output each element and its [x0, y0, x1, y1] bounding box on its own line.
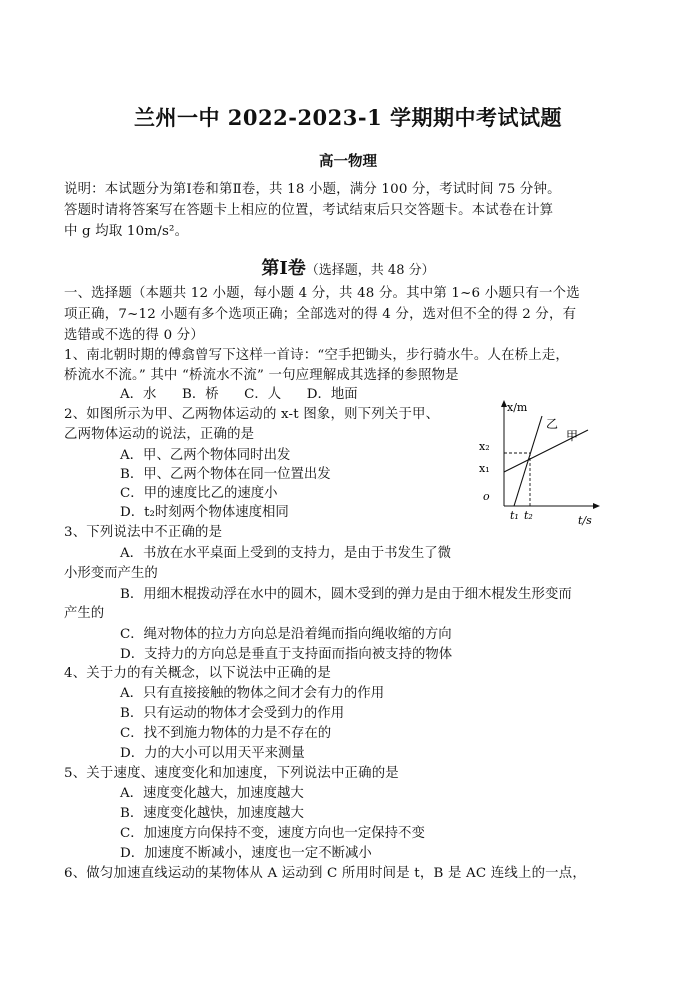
q4-option-c: C．找不到施力物体的力是不存在的	[120, 726, 332, 741]
intro-line-2: 答题时请将答案写在答题卡上相应的位置，考试结束后只交答题卡。本试卷在计算	[64, 203, 554, 218]
exam-title: 兰州一中 2022-2023-1 学期期中考试试题	[133, 105, 563, 130]
q3-option-a-line-1: A．书放在水平桌面上受到的支持力，是由于书发生了微	[120, 546, 452, 561]
line-yi	[514, 416, 542, 506]
x-axis-arrow	[593, 503, 600, 509]
q1-options: A．水 B．桥 C．人 D．地面	[120, 387, 358, 402]
q1-line-1: 1、南北朝时期的傅翕曾写下这样一首诗：“空手把锄头，步行骑水牛。人在桥上走，	[64, 348, 570, 363]
instructions-line-3: 选错或不选的得 0 分）	[64, 328, 204, 343]
q2-option-a: A．甲、乙两个物体同时出发	[120, 448, 291, 463]
q1-line-2: 桥流水不流。” 其中 “桥流水不流” 一句应理解成其选择的参照物是	[64, 368, 459, 383]
y-axis-label: x/m	[507, 401, 528, 414]
section-title: 第Ⅰ卷	[261, 258, 306, 279]
instructions-line-2: 项正确，7~12 小题有多个选项正确；全部选对的得 4 分，选对但不全的得 2 分，有	[64, 307, 577, 322]
intro-line-1: 说明：本试题分为第Ⅰ卷和第Ⅱ卷，共 18 小题，满分 100 分，考试时间 75 分钟。	[64, 182, 561, 197]
q5-option-d: D．加速度不断减小，速度也一定不断减小	[120, 846, 372, 861]
t2-label: t₂	[524, 509, 533, 522]
t1-label: t₁	[510, 509, 519, 522]
q3-option-d: D．支持力的方向总是垂直于支持面而指向被支持的物体	[120, 647, 453, 662]
q3-option-a-line-2: 小形变而产生的	[64, 566, 158, 581]
q2-option-c: C．甲的速度比乙的速度小	[120, 486, 278, 501]
q2-line-2: 乙两物体运动的说法，正确的是	[64, 427, 255, 442]
q5-option-b: B．速度变化越快，加速度越大	[120, 806, 304, 821]
q4-option-d: D．力的大小可以用天平来测量	[120, 746, 305, 761]
q4-option-b: B．只有运动的物体才会受到力的作用	[120, 706, 345, 721]
line-jia-label: 甲	[566, 429, 579, 443]
section-heading	[0, 254, 696, 280]
q3-option-c: C．绳对物体的拉力方向总是沿着绳而指向绳收缩的方向	[120, 627, 452, 642]
q6-stem: 6、做匀加速直线运动的某物体从 A 运动到 C 所用时间是 t，B 是 AC 连线上的一点，	[64, 866, 586, 881]
q3-option-b-line-1: B．用细木棍拨动浮在水中的圆木，圆木受到的弹力是由于细木棍发生形变而	[120, 587, 572, 602]
q5-option-a: A．速度变化越大，加速度越大	[120, 786, 304, 801]
line-yi-label: 乙	[546, 417, 559, 431]
q3-option-b-line-2: 产生的	[64, 606, 105, 621]
xt-graph	[470, 398, 600, 528]
x-axis-label: t/s	[578, 514, 592, 527]
section-note: （选择题，共 48 分）	[305, 263, 435, 278]
q2-line-1: 2、如图所示为甲、乙两物体运动的 x-t 图象，则下列关于甲、	[64, 407, 440, 422]
x1-label: x₁	[479, 462, 490, 475]
instructions-line-1: 一、选择题（本题共 12 小题，每小题 4 分，共 48 分。其中第 1~6 小题只有一个选	[64, 286, 580, 301]
exam-subtitle: 高一物理	[319, 153, 377, 170]
intro-line-3: 中 g 均取 10m/s²。	[64, 224, 189, 239]
x2-label: x₂	[479, 440, 490, 453]
q4-stem: 4、关于力的有关概念，以下说法中正确的是	[64, 666, 331, 681]
q5-stem: 5、关于速度、速度变化和加速度，下列说法中正确的是	[64, 766, 399, 781]
q4-option-a: A．只有直接接触的物体之间才会有力的作用	[120, 686, 385, 701]
origin-label: o	[483, 490, 490, 503]
q2-option-b: B．甲、乙两个物体在同一位置出发	[120, 467, 331, 482]
q2-option-d: D．t₂时刻两个物体速度相同	[120, 505, 289, 520]
q3-stem: 3、下列说法中不正确的是	[64, 525, 223, 540]
q5-option-c: C．加速度方向保持不变，速度方向也一定保持不变	[120, 826, 425, 841]
